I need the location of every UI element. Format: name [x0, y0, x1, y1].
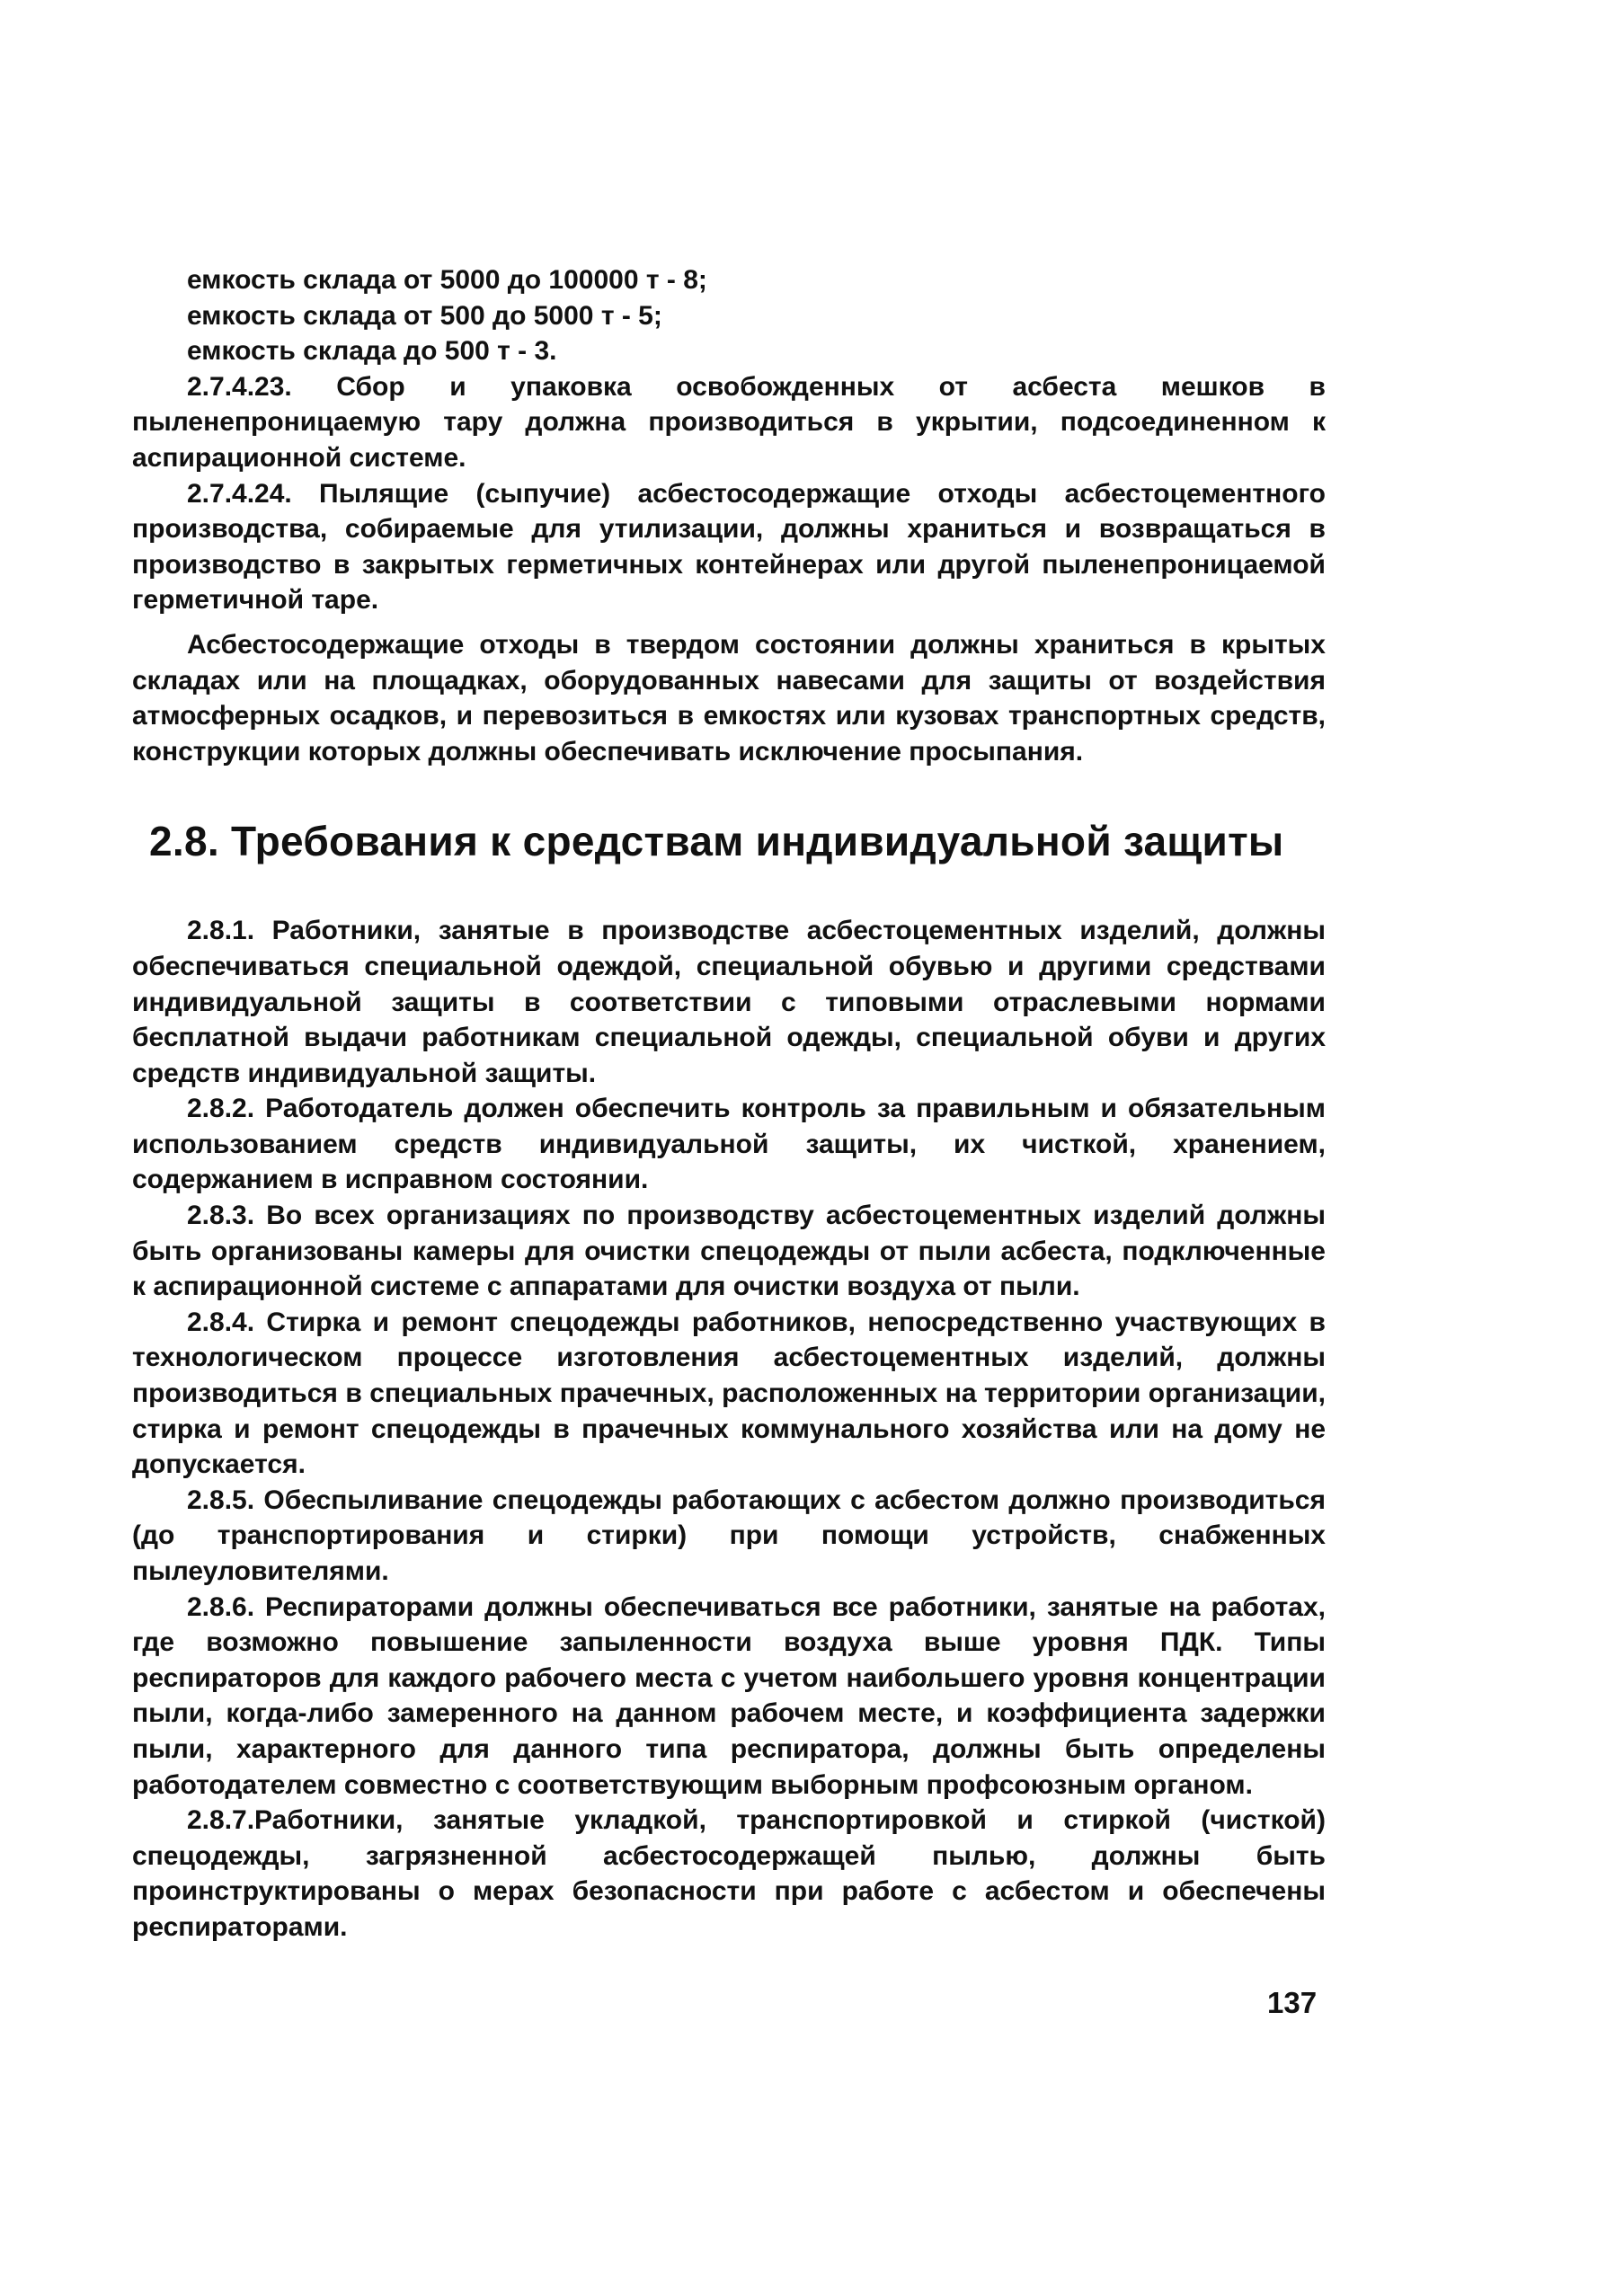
paragraph: 2.8.6. Респираторами должны обеспечиваться все работники, занятые на работах, где возможно повышение запыленности воздуха выше уровня ПДК. Типы респираторов для каждого рабочего места с учетом наибольшего уровня концентрации пыли, когда-либо замеренного на данном рабочем месте, и коэффициента задержки пыли, характерного для данного типа респиратора, должны быть определены работодателем совместно с соответствующим выборным профсоюзным органом.: [132, 1591, 1326, 1800]
paragraph: 2.8.3. Во всех организациях по производству асбестоцементных изделий должны быть организованы камеры для очистки спецодежды от пыли асбеста, подключенные к аспирационной системе с аппаратами для очистки воздуха от пыли.: [132, 1201, 1326, 1302]
page-body: [132, 262, 1326, 1945]
paragraph: 2.7.4.24. Пылящие (сыпучие) асбестосодержащие отходы асбестоцементного производства, собираемые для утилизации, должны храниться и возвращаться в производство в закрытых герметичных контейнерах или другой пыленепроницаемой герметичной таре.: [132, 478, 1326, 616]
list-item: емкость склада от 5000 до 100000 т - 8;: [187, 265, 707, 295]
paragraph: 2.8.4. Стирка и ремонт спецодежды работников, непосредственно участвующих в технологическом процессе изготовления асбестоцементных изделий, должны производиться в специальных прачечных, расположенных на территории организации, стирка и ремонт спецодежды в прачечных коммунального хозяйства или на дому не допускается.: [132, 1307, 1326, 1480]
paragraph: 2.8.1. Работники, занятые в производстве асбестоцементных изделий, должны обеспечиваться специальной одеждой, специальной обувью и другими средствами индивидуальной защиты в соответствии с типовыми отраслевыми нормами бесплатной выдачи работникам специальной одежды, специальной обуви и других средств индивидуальной защиты.: [132, 916, 1326, 1088]
paragraph: 2.7.4.23. Сбор и упаковка освобожденных от асбеста мешков в пыленепроницаемую тару должна производиться в укрытии, подсоединенном к аспирационной системе.: [132, 371, 1326, 473]
paragraph: Асбестосодержащие отходы в твердом состоянии должны храниться в крытых складах или на площадках, оборудованных навесами для защиты от воздействия атмосферных осадков, и перевозиться в емкостях или кузовах транспортных средств, конструкции которых должны обеспечивать исключение просыпания.: [132, 629, 1326, 767]
page-number: 137: [1267, 1986, 1318, 2019]
list-item: емкость склада от 500 до 5000 т - 5;: [187, 300, 662, 331]
paragraph: 2.8.7.Работники, занятые укладкой, транспортировкой и стиркой (чисткой) спецодежды, загрязненной асбестосодержащей пылью, должны быть проинструктированы о мерах безопасности при работе с асбестом и обеспечены респираторами.: [132, 1805, 1326, 1942]
paragraph: 2.8.2. Работодатель должен обеспечить контроль за правильным и обязательным использованием средств индивидуальной защиты, их чисткой, хранением, содержанием в исправном состоянии.: [132, 1094, 1326, 1195]
paragraph: 2.8.5. Обеспыливание спецодежды работающих с асбестом должно производиться (до транспортирования и стирки) при помощи устройств, снабженных пылеуловителями.: [132, 1485, 1326, 1586]
list-item: емкость склада до 500 т - 3.: [187, 336, 557, 367]
section-heading: 2.8. Требования к средствам индивидуальной защиты: [149, 818, 1284, 865]
